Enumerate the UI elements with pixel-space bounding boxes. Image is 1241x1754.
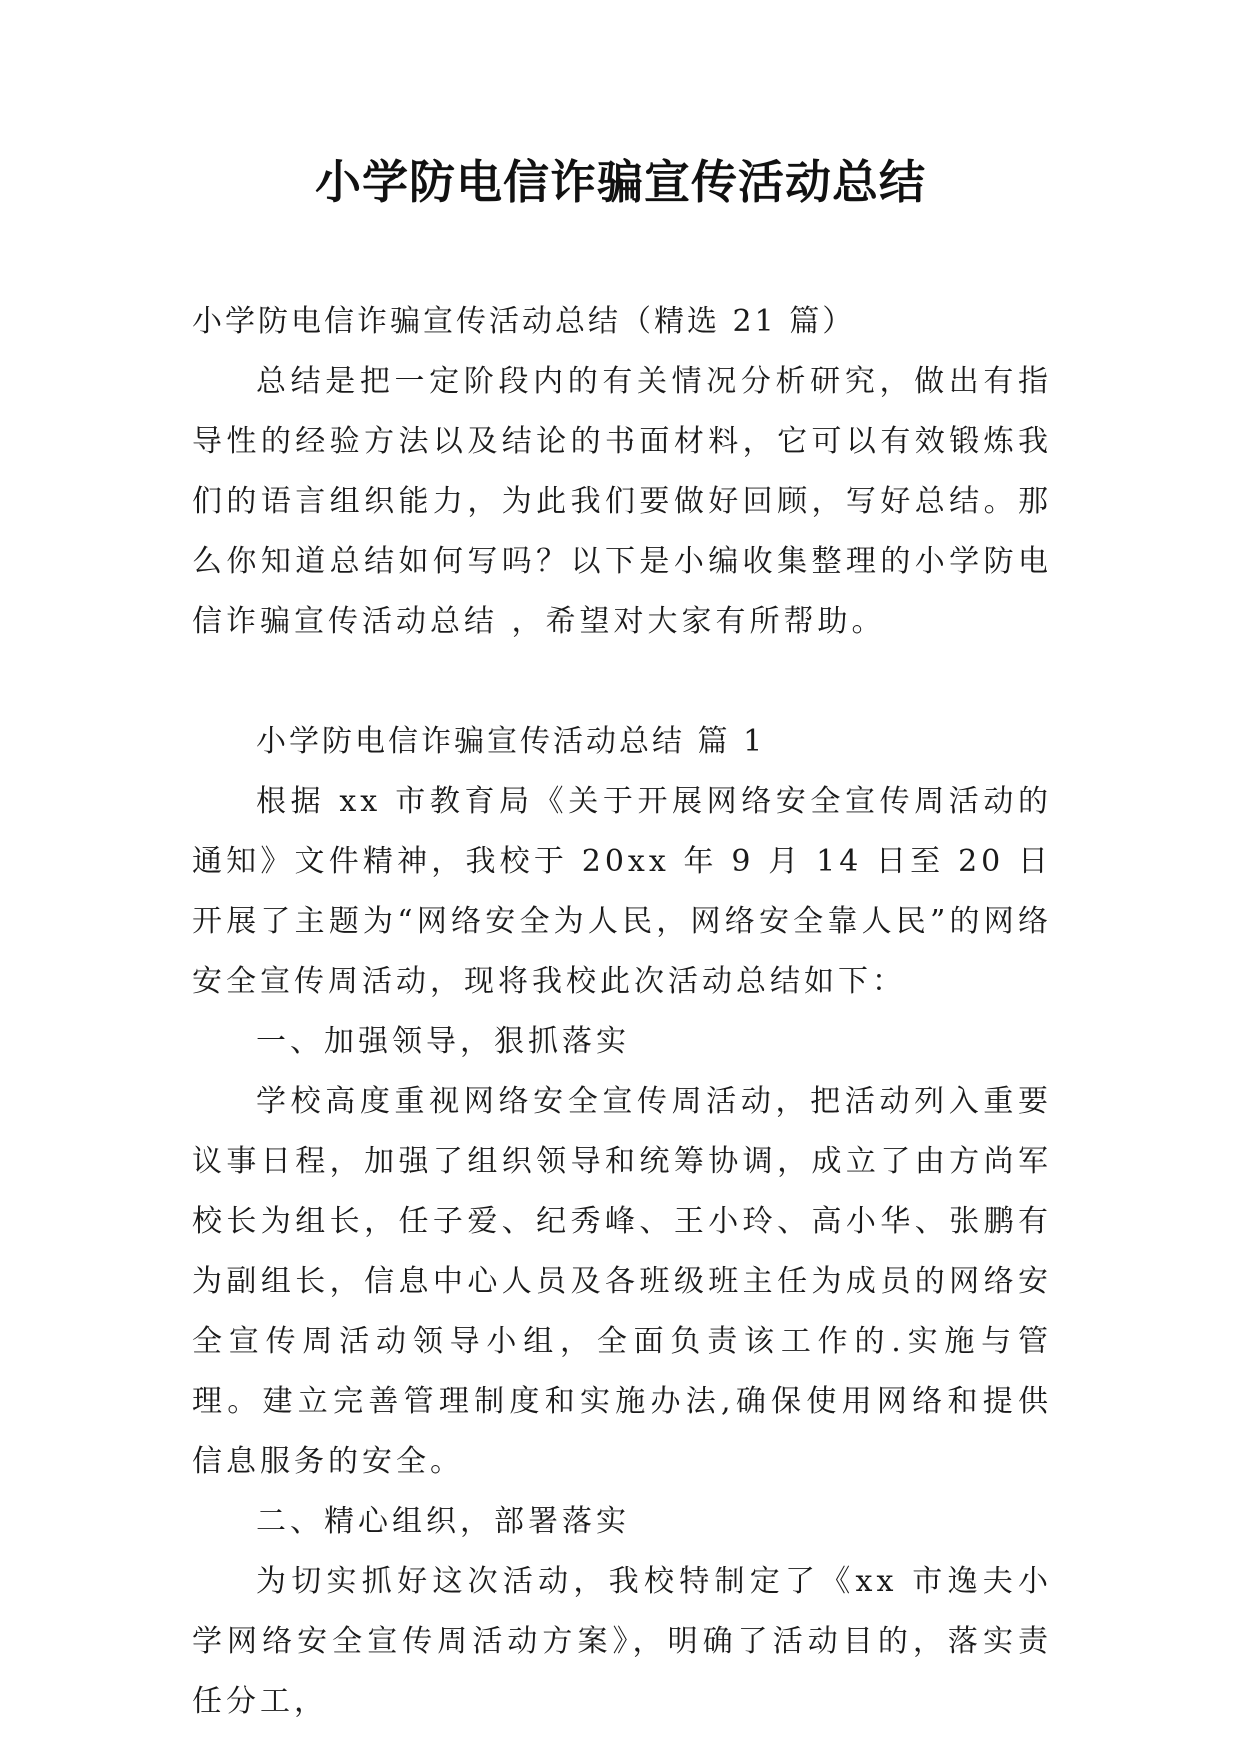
subheading-one: 一、加强领导，狠抓落实 (256, 1024, 630, 1059)
intro-paragraph: 总结是把一定阶段内的有关情况分析研究，做出有指导性的经验方法以及结论的书面材料，它可以有效锻炼我们的语言组织能力，为此我们要做好回顾，写好总结。那么你知道总结如何写吗？以下是小编收集整理的小学防电信诈骗宣传活动总结 ，希望对大家有所帮助。 (192, 364, 1052, 639)
subheading-two: 二、精心组织，部署落实 (256, 1504, 630, 1539)
section-heading: 小学防电信诈骗宣传活动总结 篇 1 (256, 724, 766, 759)
document-body (192, 292, 1052, 1732)
document-title: 小学防电信诈骗宣传活动总结 (315, 155, 926, 209)
body-paragraph: 根据 xx 市教育局《关于开展网络安全宣传周活动的通知》文件精神，我校于 20xx 年 9 月 14 日至 20 日开展了主题为“网络安全为人民，网络安全靠人民”的网络安全宣传周活动，现将我校此次活动总结如下： (192, 784, 1052, 999)
document-subtitle: 小学防电信诈骗宣传活动总结（精选 21 篇） (192, 304, 856, 339)
body-paragraph: 学校高度重视网络安全宣传周活动，把活动列入重要议事日程，加强了组织领导和统筹协调，成立了由方尚军校长为组长，任子爱、纪秀峰、王小玲、高小华、张鹏有为副组长，信息中心人员及各班级班主任为成员的网络安全宣传周活动领导小组，全面负责该工作的.实施与管理。建立完善管理制度和实施办法,确保使用网络和提供信息服务的安全。 (192, 1084, 1052, 1479)
paragraph-gap (192, 652, 1052, 712)
body-paragraph: 为切实抓好这次活动，我校特制定了《xx 市逸夫小学网络安全宣传周活动方案》，明确了活动目的，落实责任分工， (192, 1564, 1052, 1719)
